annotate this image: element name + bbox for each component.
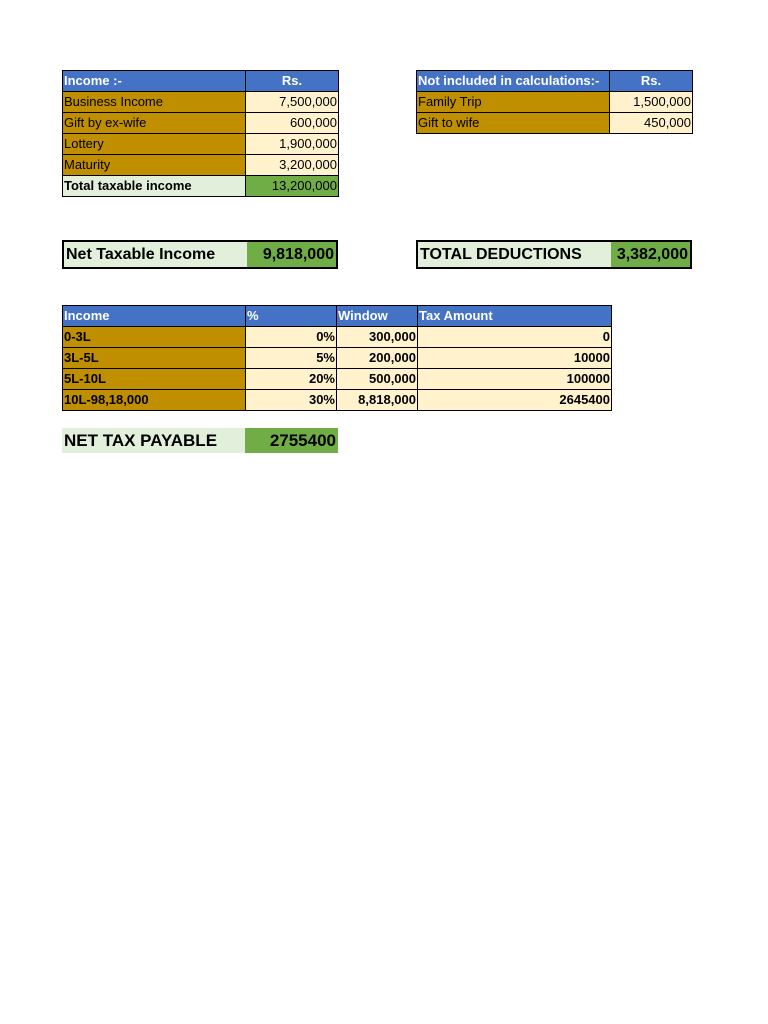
excluded-label-cell[interactable]: Gift to wife (417, 113, 610, 134)
slab-cell[interactable]: 5L-10L (63, 369, 246, 390)
total-taxable-income-value[interactable]: 13,200,000 (246, 176, 339, 197)
rate-cell[interactable]: 30% (246, 390, 337, 411)
income-label-cell[interactable]: Gift by ex-wife (63, 113, 246, 134)
income-value-cell[interactable]: 600,000 (246, 113, 339, 134)
tax-cell[interactable]: 0 (418, 327, 612, 348)
table-row (417, 113, 693, 134)
table-row (63, 390, 612, 411)
net-taxable-income-box (62, 240, 338, 269)
income-label-cell[interactable]: Business Income (63, 92, 246, 113)
tax-slab-header (63, 306, 612, 327)
tax-cell[interactable]: 2645400 (418, 390, 612, 411)
total-deductions-value[interactable]: 3,382,000 (611, 241, 691, 268)
tax-cell[interactable]: 100000 (418, 369, 612, 390)
window-cell[interactable]: 8,818,000 (337, 390, 418, 411)
table-row (63, 348, 612, 369)
rate-cell[interactable]: 0% (246, 327, 337, 348)
excluded-label-cell[interactable]: Family Trip (417, 92, 610, 113)
income-value-cell[interactable]: 7,500,000 (246, 92, 339, 113)
table-row (417, 92, 693, 113)
excluded-value-cell[interactable]: 450,000 (610, 113, 693, 134)
income-header-unit[interactable]: Rs. (246, 71, 339, 92)
header-tax-amount[interactable]: Tax Amount (418, 306, 612, 327)
excluded-header-unit[interactable]: Rs. (610, 71, 693, 92)
table-row (63, 113, 339, 134)
income-label-cell[interactable]: Lottery (63, 134, 246, 155)
table-row (63, 327, 612, 348)
income-table (62, 70, 339, 197)
rate-cell[interactable]: 5% (246, 348, 337, 369)
excluded-header-label[interactable]: Not included in calculations:- (417, 71, 610, 92)
window-cell[interactable]: 200,000 (337, 348, 418, 369)
total-deductions-label[interactable]: TOTAL DEDUCTIONS (417, 241, 611, 268)
income-label-cell[interactable]: Maturity (63, 155, 246, 176)
window-cell[interactable]: 300,000 (337, 327, 418, 348)
total-deductions-box (416, 240, 692, 269)
income-table-header (63, 71, 339, 92)
excluded-value-cell[interactable]: 1,500,000 (610, 92, 693, 113)
income-value-cell[interactable]: 1,900,000 (246, 134, 339, 155)
tax-slab-table (62, 305, 612, 411)
net-taxable-income-value[interactable]: 9,818,000 (247, 241, 337, 268)
excluded-table-header (417, 71, 693, 92)
net-tax-payable-box (62, 428, 338, 453)
header-window[interactable]: Window (337, 306, 418, 327)
slab-cell[interactable]: 10L-98,18,000 (63, 390, 246, 411)
excluded-table (416, 70, 693, 134)
tax-cell[interactable]: 10000 (418, 348, 612, 369)
header-income[interactable]: Income (63, 306, 246, 327)
income-header-label[interactable]: Income :- (63, 71, 246, 92)
income-value-cell[interactable]: 3,200,000 (246, 155, 339, 176)
total-taxable-income-label[interactable]: Total taxable income (63, 176, 246, 197)
net-tax-payable-label[interactable]: NET TAX PAYABLE (62, 428, 245, 453)
net-tax-payable-value[interactable]: 2755400 (245, 428, 338, 453)
table-row (63, 134, 339, 155)
net-taxable-income-label[interactable]: Net Taxable Income (63, 241, 247, 268)
total-row (63, 176, 339, 197)
window-cell[interactable]: 500,000 (337, 369, 418, 390)
rate-cell[interactable]: 20% (246, 369, 337, 390)
header-percent[interactable]: % (246, 306, 337, 327)
slab-cell[interactable]: 3L-5L (63, 348, 246, 369)
slab-cell[interactable]: 0-3L (63, 327, 246, 348)
table-row (63, 92, 339, 113)
table-row (63, 369, 612, 390)
table-row (63, 155, 339, 176)
